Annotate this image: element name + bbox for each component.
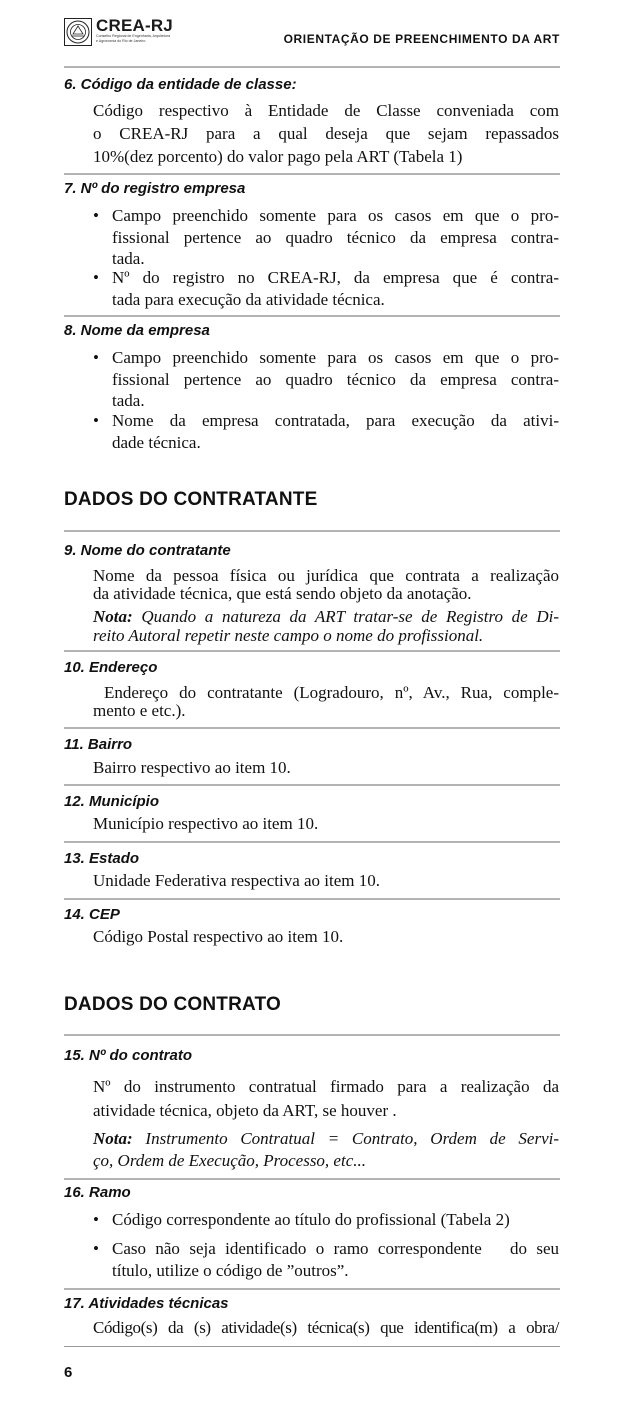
divider <box>64 898 560 900</box>
item-9-note-line-1 <box>93 607 559 627</box>
item-9-heading: 9. Nome do contratante <box>64 542 231 559</box>
item-14-line: Código Postal respectivo ao item 10. <box>93 927 344 946</box>
item-7-bullet-2-line-1: Nº do registro no CREA-RJ, da empresa que é contra- <box>112 268 559 287</box>
item-11-line: Bairro respectivo ao item 10. <box>93 758 291 777</box>
item-15-line-1: Nº do instrumento contratual firmado para a realização da <box>93 1077 559 1096</box>
logo-subtitle-1: Conselho Regional de Engenharia, Arquitetura <box>96 34 171 38</box>
logo-subtitle-2: e Agronomia do Rio de Janeiro <box>96 39 146 43</box>
item-16-bullet-2-line-1: Caso não seja identificado o ramo correspondente do seu <box>112 1239 559 1258</box>
bullet-icon: • <box>93 268 99 287</box>
divider <box>64 1178 560 1180</box>
item-14-heading: 14. CEP <box>64 906 120 923</box>
section-title-contratante: DADOS DO CONTRATANTE <box>64 489 318 510</box>
item-7-bullet-1-line-1: Campo preenchido somente para os casos em que o pro- <box>112 206 559 225</box>
item-6-line-2: o CREA-RJ para a qual deseja que sejam repassados <box>93 124 559 143</box>
item-12-line: Município respectivo ao item 10. <box>93 814 319 833</box>
item-13-line: Unidade Federativa respectiva ao item 10. <box>93 871 380 890</box>
item-15-note-line-2: ço, Ordem de Execução, Processo, etc... <box>93 1151 366 1170</box>
item-7-bullet-1-line-3: tada. <box>112 249 145 268</box>
running-title: ORIENTAÇÃO DE PREENCHIMENTO DA ART <box>283 32 560 46</box>
item-16-bullet-1-line-1: Código correspondente ao título do profissional (Tabela 2) <box>112 1210 510 1229</box>
bullet-icon: • <box>93 348 99 367</box>
item-6-heading: 6. Código da entidade de classe: <box>64 76 297 93</box>
item-8-bullet-2-line-1: Nome da empresa contratada, para execução da ativi- <box>112 411 559 430</box>
item-10-line-1: Endereço do contratante (Logradouro, nº, Av., Rua, comple- <box>93 683 559 702</box>
item-17-line: Código(s) da (s) atividade(s) técnica(s) que identifica(m) a obra/ <box>93 1318 559 1337</box>
item-9-note-text-1: Quando a natureza da ART tratar-se de Registro de Di- <box>141 607 559 626</box>
item-15-note-text-1: Instrumento Contratual = Contrato, Ordem de Servi- <box>145 1129 559 1148</box>
item-7-bullet-1-line-2: fissional pertence ao quadro técnico da empresa contra- <box>112 228 559 247</box>
item-17-heading: 17. Atividades técnicas <box>64 1295 229 1312</box>
crea-rj-logo <box>64 18 196 46</box>
section-rule <box>64 530 560 532</box>
item-16-heading: 16. Ramo <box>64 1184 131 1201</box>
logo-name: CREA-RJ <box>96 16 173 35</box>
item-6-line-3: 10%(dez porcento) do valor pago pela ART (Tabela 1) <box>93 147 463 166</box>
item-8-heading: 8. Nome da empresa <box>64 322 210 339</box>
page-number: 6 <box>64 1364 73 1381</box>
note-label: Nota: <box>93 1129 133 1148</box>
item-9-line-2: da atividade técnica, que está sendo objeto da anotação. <box>93 584 472 603</box>
item-15-line-2: atividade técnica, objeto da ART, se houver . <box>93 1101 397 1120</box>
item-9-note-line-2: reito Autoral repetir neste campo o nome do profissional. <box>93 626 484 645</box>
item-7-bullet-2-line-2: tada para execução da atividade técnica. <box>112 290 385 309</box>
item-9-line-1: Nome da pessoa física ou jurídica que contrata a realização <box>93 566 559 585</box>
divider <box>64 173 560 175</box>
divider <box>64 784 560 786</box>
item-6-line-1: Código respectivo à Entidade de Classe conveniada com <box>93 101 559 120</box>
item-10-heading: 10. Endereço <box>64 659 158 676</box>
divider <box>64 315 560 317</box>
item-8-bullet-1-line-2: fissional pertence ao quadro técnico da empresa contra- <box>112 370 559 389</box>
item-13-heading: 13. Estado <box>64 850 140 867</box>
item-15-note-line-1 <box>93 1129 559 1149</box>
divider <box>64 841 560 843</box>
item-8-bullet-2-line-2: dade técnica. <box>112 433 201 452</box>
item-8-bullet-1-line-3: tada. <box>112 391 145 410</box>
section-title-contrato: DADOS DO CONTRATO <box>64 994 281 1015</box>
item-8-bullet-1-line-1: Campo preenchido somente para os casos em que o pro- <box>112 348 559 367</box>
page-header <box>64 16 560 52</box>
note-label: Nota: <box>93 607 133 626</box>
bullet-icon: • <box>93 411 99 430</box>
item-16-bullet-2-line-2: título, utilize o código de ”outros”. <box>112 1261 349 1280</box>
item-15-heading: 15. Nº do contrato <box>64 1047 192 1064</box>
item-7-heading: 7. Nº do registro empresa <box>64 180 246 197</box>
bullet-icon: • <box>93 1239 99 1258</box>
section-rule <box>64 1034 560 1036</box>
item-12-heading: 12. Município <box>64 793 160 810</box>
item-11-heading: 11. Bairro <box>64 736 133 753</box>
header-rule <box>64 66 560 68</box>
divider <box>64 1288 560 1290</box>
divider <box>64 650 560 652</box>
item-10-line-2: mento e etc.). <box>93 701 186 720</box>
footer-rule <box>64 1346 560 1347</box>
crea-seal-icon <box>64 18 92 46</box>
bullet-icon: • <box>93 1210 99 1229</box>
bullet-icon: • <box>93 206 99 225</box>
divider <box>64 727 560 729</box>
